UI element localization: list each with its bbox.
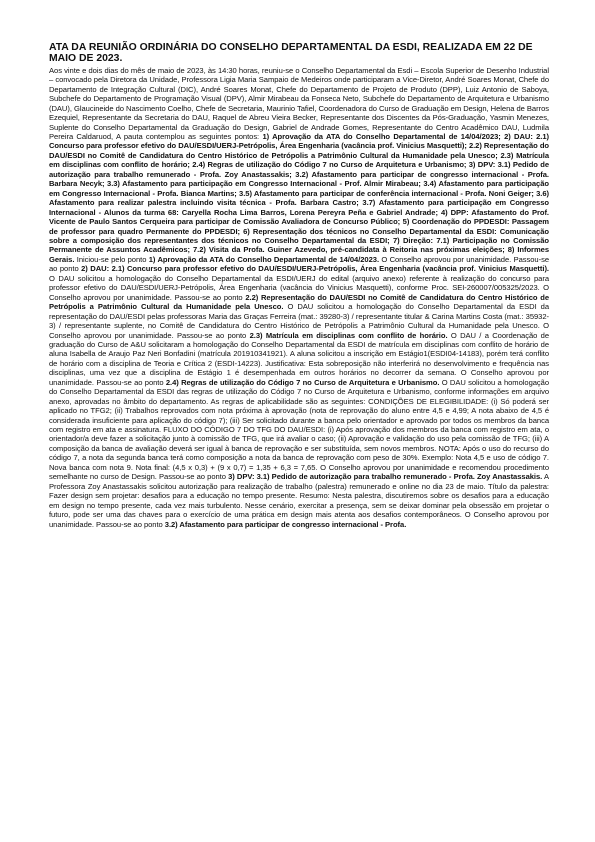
document-title: ATA DA REUNIÃO ORDINÁRIA DO CONSELHO DEPARTAMENTAL DA ESDI, REALIZADA EM 22 DE MAIO DE 2023. [49, 42, 533, 65]
minutes-text: Aos vinte e dois dias do mês de maio de 2023, às 14:30 horas, reuniu-se o Conselho Departamental da Esdi – Escola Superior de Desenho Industrial – convocado pela Diretora da Unidade, Professora Ligia Maria Sampaio de Medeiros onde participaram a Vice-Diretor, André Soares Monat, Chefe do Departamento de Integração Cultural (DIC), André Soares Monat, Chefe do Departamento de Projeto de Produto (DPP), Luiz Antonio de Saboya, Subchefe do Departamento de Programação Visual (DPV), Almir Mirabeau da Fonseca Neto, Subchefe do Departamento de Arquitetura e Urbanismo (DAU), Glaucineide do Nascimento Coelho, Chefe de Secretaria, Maurinio Tafiel, Coordenadora do Curso de Graduação em Design, Helena de Barros Ezequiel, Representante da Secretaria do DAU, Raquel de Abreu Vieira Becker, Representante dos Discentes da Pós-Graduação, Yasmin Menezes, Suplente do Conselho Departamental da Graduação do Design, Gabriel de Andrade Gomes, Representante do Centro Acadêmico DAU, Ludmila Pereira Caldaruod, A pauta contemplou as seguintes pontos: [49, 65, 549, 141]
minutes-text: A Professora Zoy Anastassakis solicitou autorização para realização de trabalho (palestra) remunerado e online no dia 23 de maio. Título da palestra: Fazer design sem projetar: desafios para a educação no tempo presente. Resumo: Nesta palestra, discutiremos sobre os desafios para a educação em design no tempo presente, cada vez mais turbulento. Nesse cenário, exercitar a presença, sem se deixar dominar pela obsessão em projetar o futuro, pode ser uma das chaves para o exercício de uma prática em design mais atenta aos desafios contemporâneos. O Conselho aprovou por unanimidade. Passou-se ao ponto [49, 472, 550, 529]
agenda-item-bold: 3.2) Afastamento para participar de congresso internacional - Profa. [164, 519, 407, 529]
minutes-text: O Conselho aprovou por unanimidade. Passou-se ao ponto [49, 254, 549, 274]
minutes-text: O DAU solicitou a homologação do Conselho Departamental da ESDI/UERJ do edital (arquivo anexo) referente à realização do concurso para professor efetivo do DAU/ESDI/UERJ-Petrópolis, Área Engenharia (vacância do Vinicius Masquetti), conforme Proc. SEI-260007/005325/2023. O Conselho aprovou por unanimidade. Passou-se ao ponto [49, 273, 549, 302]
agenda-item-bold: 2) DAU: 2.1) Concurso para professor efetivo do DAU/ESDI/UERJ-Petrópolis, Área Engenharia (vacância prof. Vinicius Masquetti). [81, 264, 549, 274]
minutes-text: O DAU / a Coordenação de graduação do Curso de A&U solicitaram a homologação do Conselho Departamental da ESDI de matrícula em disciplinas com conflito de horário de aluna Isabella de Araujo Paz Neri Bonfadini (matrícula 201910341921). A aluna solicitou a inscrição em Estágio1(ESDI04-14183), porém terá conflito de horário com a disciplina de Teoria e Crítica 2 (ESDI-14223). Justificativa: Esta sobreposição não interferirá no desenvolvimento e frequência nas disciplinas, uma vez que a disciplina de Estágio 1 é desempenhada em outros horários no decorrer da semana. O Conselho aprovou por unanimidade. Passou-se ao ponto [49, 330, 549, 387]
document-page [49, 42, 549, 529]
agenda-item-bold: 2.4) Regras de utilização do Código 7 no Curso de Arquitetura e Urbanismo. [165, 377, 440, 387]
agenda-item-bold: 3) DPV: 3.1) Pedido de autorização para trabalho remunerado - Profa. Zoy Anastassakis. [228, 472, 543, 482]
minutes-text: O DAU solicitou a homologação do Conselho Departamental da ESDI da representação do DAU/ESDI pelas professoras Maria das Graças Ferreira (mat.: 39280-3) / representante titular & Carina Martins Costa (mat.: 35932-3) / representante suplente, no Comitê de Candidatura do Centro Histórico de Petrópolis a Patrimônio Cultural da Humanidade pela Unesco. O Conselho aprovou por unanimidade. Passou-se ao ponto [49, 302, 549, 340]
minutes-body [49, 66, 549, 529]
agenda-item-bold: 2.2) Representação do DAU/ESDI no Comitê de Candidatura do Centro Histórico de Petrópolis a Patrimônio Cultural da Humanidade pela Unesco. [49, 292, 550, 312]
minutes-text: Iniciou-se pelo ponto [74, 254, 149, 264]
agenda-item-bold: 1) Aprovação da ATA do Conselho Departamental de 14/04/2023; 2) DAU: 2.1) Concurso para professor efetivo do DAU/ESDI/UERJ-Petrópolis, Área Engenharia (vacância prof. Vinicius Masquetti); 2.2) Representação do DAU/ESDI no Comitê de Candidatura do Centro Histórico de Petrópolis a Patrimônio Cultural da Humanidade pela Unesco; 2.3) Matrícula em disciplinas com conflito de horário; 2.4) Regras de utilização do Código 7 no Curso de Arquitetura e Urbanismo; 3) DPV: 3.1) Pedido de autorização para trabalho remunerado - Profa. Zoy Anastassakis; 3.2) Afastamento para participar de congresso internacional - Profa. Barbara Necyk; 3.3) Afastamento para participação em Congresso Internacional - Prof. Almir Mirabeau; 3.4) Afastamento para participação em Congresso Internacional - Profa. Bianca Martins; 3.5) Afastamento para participar de conferência internacional - Profa. Noni Geiger; 3.6) Afastamento para realizar palestra incluindo visita técnica - Profa. Barbara Castro; 3.7) Afastamento para participação em Congresso Internacional - Alunos da turma 68: Caryella Rocha Lima Barros, Lorena Pereyra Peña e Gabriel Andrade; 4) DPP: Afastamento do Prof. Vicente de Paulo Santos Cerqueira para participar de Comissão Avaliadora de Concurso Público; 5) Coordenação do PPDESDI: Passagem de professor para quadro Permanente do PPDESDI; 6) Representação dos técnicos no Conselho Departamental da ESDI: Comunicação sobre a composição dos representantes dos técnicos no Conselho Departamental da ESDI; 7) Direção: 7.1) Participação no Comissão Permanente de Assuntos Acadêmicos; 7.2) Visita da Profa. Guiner Azevedo, pré-candidata à Reitoria nas próximas eleições; 8) Informes Gerais. [49, 131, 549, 264]
agenda-item-bold: 1) Aprovação da ATA do Conselho Departamental de 14/04/2023. [148, 254, 380, 264]
minutes-text: O DAU solicitou a homologação do Conselho Departamental da ESDI das regras de utilização do Código 7 no Curso de Arquitetura e Urbanismo, conforme informações em arquivo anexo, aprovadas no âmbito do departamento. As regras de aplicabilidade são as seguintes: CONDIÇÕES DE ELEGIBILIDADE: (i) Só poderá ser aplicado no TFG2; (ii) Trabalhos reprovados com nota próxima à aprovação (nota de reprovação do aluno entre 4,5 e 4,99; A nota abaixo de 4,5 é considerada insuficiente para aplicação do código 7); (iii) Ser solicitado durante a banca pelo orientador e aprovado por todos os membros da banca com registro em ata e assinatura. FLUXO DO CÓDIGO 7 DO TFG DO DAU/ESDI: (i) Após aprovação dos membros da banca com registro em ata, o orientador/a deve fazer a solicitação junto à comissão de TFG, que irá avaliar o caso; (ii) Aprovação e validação do uso pela comissão de TFG; (iii) A composição da banca de avaliação deverá ser igual à banca de reprovação e ser substituída, sem novos membros. NOTA: Após o uso do recurso do código 7, a nota da segunda banca terá como composição a nota da banca de reprovação com peso de 30%. Exemplo: Nota 4,5 e uso de código 7. Nova banca com nota 9. Nota final: (4,5 x 0,3) + (9 x 0,7) = 1,35 + 6,3 = 7,65. O Conselho aprovou por unanimidade e recomendou procedimento semelhante no curso de Design. Passou-se ao ponto [49, 377, 550, 482]
agenda-item-bold: 2.3) Matrícula em disciplinas com conflito de horário. [249, 330, 448, 340]
